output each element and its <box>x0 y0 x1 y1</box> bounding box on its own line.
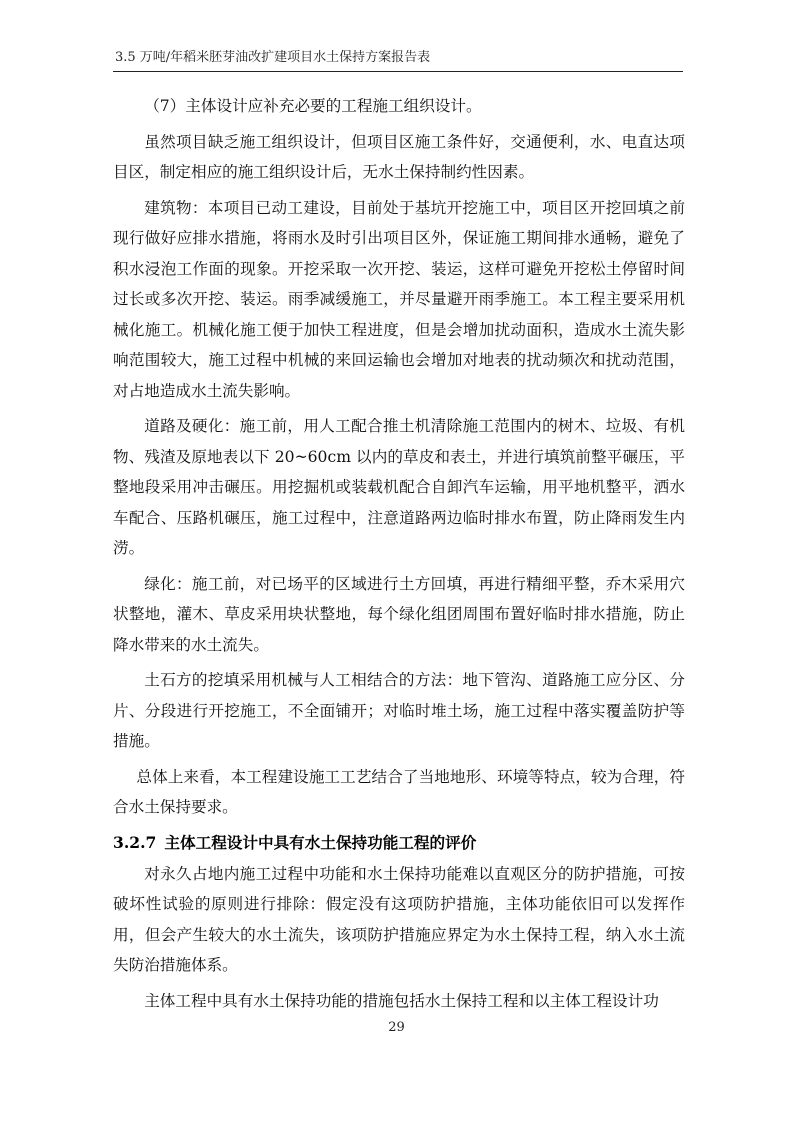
paragraph-construction-design: （7）主体设计应补充必要的工程施工组织设计。 <box>144 97 482 115</box>
document-body <box>113 91 685 1021</box>
section-heading <box>113 828 685 858</box>
paragraph-earthwork: 土石方的挖填采用机械与人工相结合的方法：地下管沟、道路施工应分区、分片、分段进行开挖施工，不全面铺开；对临时堆土场，施工过程中落实覆盖防护等措施。 <box>113 671 685 750</box>
paragraph-construction-conditions: 虽然项目缺乏施工组织设计，但项目区施工条件好，交通便利，水、电直达项目区，制定相应的施工组织设计后，无水土保持制约性因素。 <box>113 132 685 181</box>
section-number: 3.2.7 <box>113 832 157 852</box>
paragraph-evaluation-principle: 对永久占地内施工过程中功能和水土保持功能难以直观区分的防护措施，可按破坏性试验的原则进行排除：假定没有这项防护措施，主体功能依旧可以发挥作用，但会产生较大的水土流失，该项防护措施应界定为水土保持工程，纳入水土流失防治措施体系。 <box>113 864 685 974</box>
section-title: 主体工程设计中具有水土保持功能工程的评价 <box>164 832 477 852</box>
page-number: 29 <box>388 1020 405 1035</box>
paragraph-buildings: 建筑物：本项目已动工建设，目前处于基坑开挖施工中，项目区开挖回填之前现行做好应排水措施，将雨水及时引出项目区外，保证施工期间排水通畅，避免了积水浸泡工作面的现象。开挖采取一次开挖、装运，这样可避免开挖松土停留时间过长或多次开挖、装运。雨季减缓施工，并尽量避开雨季施工。本工程主要采用机械化施工。机械化施工便于加快工程进度，但是会增加扰动面积，造成水土流失影响范围较大，施工过程中机械的来回运输也会增加对地表的扰动频次和扰动范围，对占地造成水土流失影响。 <box>113 198 685 400</box>
paragraph-evaluation-measures: 主体工程中具有水土保持功能的措施包括水土保持工程和以主体工程设计功 <box>144 991 659 1010</box>
paragraph-summary: 总体上来看，本工程建设施工工艺结合了当地地形、环境等特点，较为合理，符合水土保持要求。 <box>113 767 685 816</box>
paragraph-greening: 绿化：施工前，对已场平的区域进行土方回填，再进行精细平整，乔木采用穴状整地，灌木、草皮采用块状整地，每个绿化组团周围布置好临时排水措施，防止降水带来的水土流失。 <box>113 574 685 654</box>
running-header: 3.5 万吨/年稻米胚芽油改扩建项目水土保持方案报告表 <box>115 50 431 65</box>
paragraph-roads-hardening: 道路及硬化：施工前，用人工配合推土机清除施工范围内的树木、垃圾、有机物、残渣及原地表以下 20~60cm 以内的草皮和表土，并进行填筑前整平碾压，平整地段采用冲击碾压。用挖掘机或装载机配合自卸汽车运输，用平地机整平，洒水车配合、压路机碾压，施工过程中，注意道路两边临时排水布置，防止降雨发生内涝。 <box>113 417 685 557</box>
header-rule <box>113 71 683 72</box>
